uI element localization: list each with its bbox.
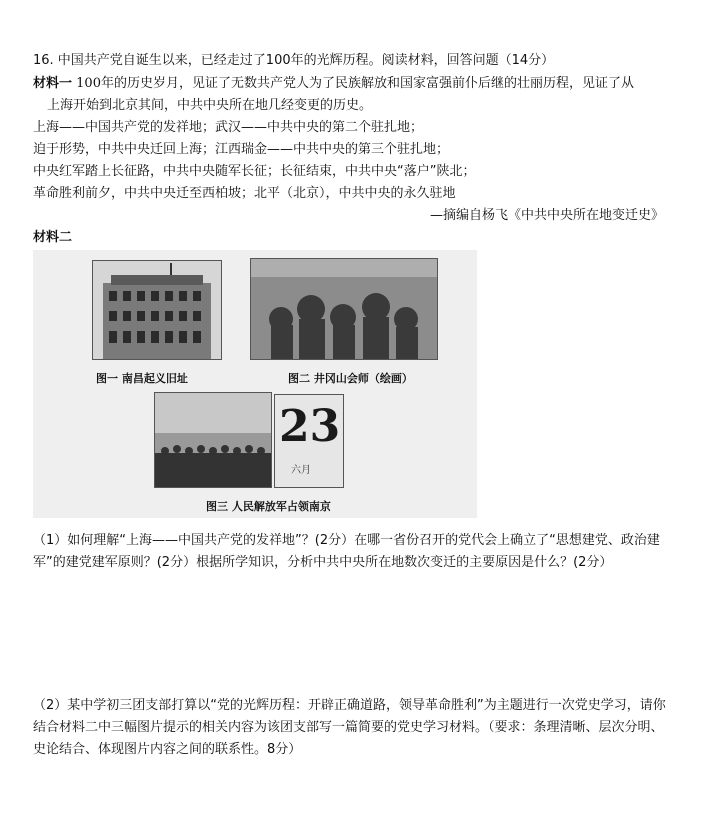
fig3-nanjing-photo <box>154 392 272 488</box>
fig2-jinggangshan-painting <box>250 258 438 360</box>
calendar-sub: 六月 <box>291 465 311 476</box>
point-ruijin: 迫于形势，中共中央迁回上海；江西瑞金——中共中央的第三个驻扎地； <box>33 142 450 157</box>
painting-illustration <box>251 259 437 359</box>
question-1: （1）如何理解“上海——中国共产党的发祥地”？(2分）在哪一省份召开的党代会上确立了“思想建党、政治建军”的建党建军原则？(2分）根据所学知识，分析中共中央所在地数次变迁的主要原因是什么？(2分） <box>33 533 660 570</box>
fig3-caption: 图三 人民解放军占领南京 <box>206 500 331 513</box>
fig1-nanchang-photo <box>92 260 222 360</box>
point-beijing: 革命胜利前夕，中共中央迁至西柏坡；北平（北京），中共中央的永久驻地 <box>33 186 456 201</box>
building-illustration <box>93 261 221 359</box>
point-long-march: 中央红军踏上长征路，中共中央随军长征；长征结束，中共中央“落户”陕北； <box>33 164 476 179</box>
fig3-calendar-page <box>274 394 344 488</box>
question-2: （2）某中学初三团支部打算以“党的光辉历程：开辟正确道路，领导革命胜利”为主题进行一次党史学习，请你结合材料二中三幅图片提示的相关内容为该团支部写一篇简要的党史学习材料。（要求：条理清晰、层次分明、史论结合、体现图片内容之间的联系性。8分） <box>33 698 666 757</box>
crowd-illustration <box>155 393 271 487</box>
point-shanghai: 上海——中国共产党的发祥地；武汉——中共中央的第二个驻扎地； <box>33 120 424 135</box>
fig2-caption: 图二 井冈山会师（绘画） <box>288 372 413 385</box>
material1-line1 <box>33 74 634 94</box>
material2-label: 材料二 <box>33 230 73 245</box>
material1-text: 100年的历史岁月，见证了无数共产党人为了民族解放和国家富强前仆后继的壮丽历程，见证了从 <box>76 76 634 91</box>
material1-label: 材料一 <box>33 76 73 91</box>
question-title: 16. 中国共产党自诞生以来，已经走过了100年的光辉历程。阅读材料，回答问题（14分） <box>33 53 555 68</box>
fig1-caption: 图一 南昌起义旧址 <box>96 372 188 385</box>
calendar-day: 23 <box>279 401 341 452</box>
source-citation: —摘编自杨飞《中共中央所在地变迁史》 <box>429 208 664 223</box>
material1-line2: 上海开始到北京其间，中共中央所在地几经变更的历史。 <box>47 98 373 113</box>
